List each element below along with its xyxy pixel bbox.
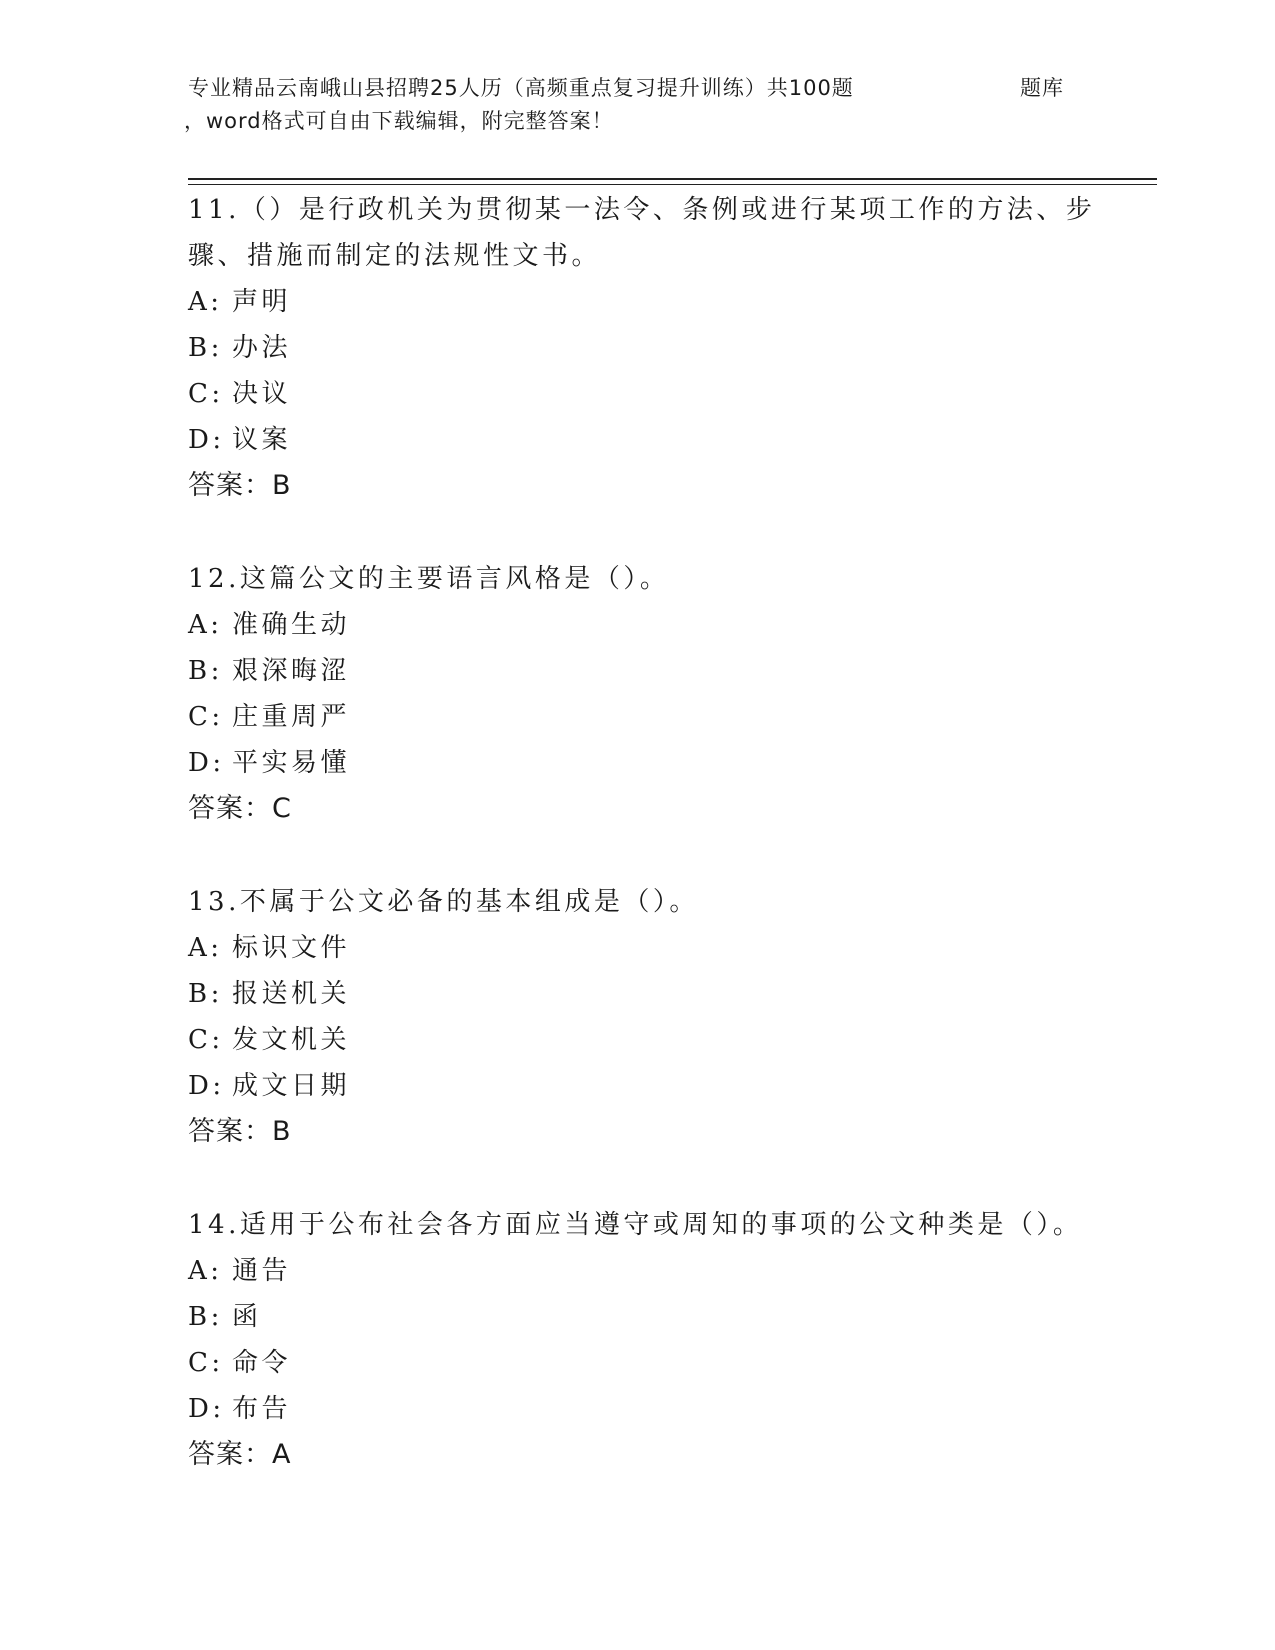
option-text: 决议	[232, 379, 292, 409]
option-text: 庄重周严	[232, 702, 351, 732]
answer-line: 答案：B	[188, 1116, 292, 1147]
option-b	[188, 971, 1108, 1017]
header-tag: 题库	[1020, 76, 1064, 100]
question-list	[188, 187, 1108, 1525]
question-stem: 11.（）是行政机关为贯彻某一法令、条例或进行某项工作的方法、步骤、措施而制定的法规性文书。	[188, 195, 1096, 271]
header-title: 专业精品云南峨山县招聘25人历（高频重点复习提升训练）共100题	[188, 76, 854, 100]
option-text: 声明	[232, 287, 292, 317]
header-divider-thin	[188, 184, 1157, 185]
question-stem: 14.适用于公布社会各方面应当遵守或周知的事项的公文种类是（）。	[188, 1210, 1083, 1240]
option-letter: D:	[188, 1071, 225, 1101]
option-c	[188, 371, 1108, 417]
option-b	[188, 1294, 1108, 1340]
option-text: 发文机关	[232, 1025, 351, 1055]
option-c	[188, 1017, 1108, 1063]
option-text: 标识文件	[232, 933, 351, 963]
option-text: 布告	[232, 1394, 292, 1424]
option-d	[188, 740, 1108, 786]
question-11	[188, 187, 1108, 509]
option-d	[188, 1063, 1108, 1109]
answer-line: 答案：C	[188, 793, 292, 824]
option-letter: B:	[188, 979, 223, 1009]
question-stem: 13.不属于公文必备的基本组成是（）。	[188, 887, 699, 917]
option-text: 命令	[232, 1348, 292, 1378]
option-letter: C:	[188, 702, 224, 732]
option-letter: D:	[188, 748, 225, 778]
question-14	[188, 1202, 1108, 1478]
question-stem: 12.这篇公文的主要语言风格是（）。	[188, 564, 670, 594]
option-letter: B:	[188, 1302, 223, 1332]
document-header	[184, 72, 1088, 138]
header-title-line	[188, 72, 1088, 105]
option-text: 议案	[232, 425, 292, 455]
option-a	[188, 925, 1108, 971]
option-a	[188, 279, 1108, 325]
header-subtitle: ，word格式可自由下载编辑，附完整答案！	[184, 109, 614, 133]
option-a	[188, 1248, 1108, 1294]
option-b	[188, 648, 1108, 694]
option-letter: B:	[188, 656, 223, 686]
option-letter: D:	[188, 1394, 225, 1424]
answer-line: 答案：A	[188, 1439, 292, 1470]
option-d	[188, 1386, 1108, 1432]
option-letter: D:	[188, 425, 225, 455]
option-d	[188, 417, 1108, 463]
option-letter: A:	[188, 933, 223, 963]
option-letter: A:	[188, 287, 223, 317]
option-text: 函	[232, 1302, 262, 1332]
option-letter: C:	[188, 379, 224, 409]
option-text: 准确生动	[232, 610, 351, 640]
option-c	[188, 694, 1108, 740]
header-divider-thick	[188, 178, 1157, 180]
option-letter: C:	[188, 1025, 224, 1055]
option-letter: A:	[188, 1256, 223, 1286]
option-text: 通告	[232, 1256, 292, 1286]
option-a	[188, 602, 1108, 648]
answer-line: 答案：B	[188, 470, 292, 501]
question-13	[188, 879, 1108, 1155]
option-text: 艰深晦涩	[232, 656, 351, 686]
question-12	[188, 556, 1108, 832]
option-letter: C:	[188, 1348, 224, 1378]
option-c	[188, 1340, 1108, 1386]
option-text: 办法	[232, 333, 292, 363]
option-text: 报送机关	[232, 979, 351, 1009]
option-b	[188, 325, 1108, 371]
option-letter: A:	[188, 610, 223, 640]
option-text: 平实易懂	[232, 748, 351, 778]
option-letter: B:	[188, 333, 223, 363]
option-text: 成文日期	[232, 1071, 351, 1101]
